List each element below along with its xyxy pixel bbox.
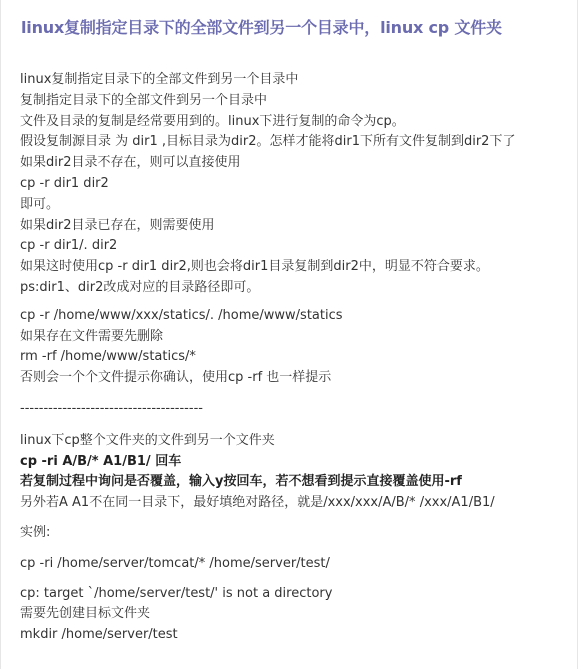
article-body xyxy=(20,70,572,646)
body-line: 文件及目录的复制是经常要用到的。linux下进行复制的命令为cp。 xyxy=(20,113,405,129)
command-line: cp -r /home/www/xxx/statics/. /home/www/statics xyxy=(20,307,343,323)
body-line: 复制指定目录下的全部文件到另一个目录中 xyxy=(20,92,268,108)
body-line: 假设复制源目录 为 dir1 ,目标目录为dir2。怎样才能将dir1下所有文件复制到dir2下了 xyxy=(20,134,516,150)
divider-line: --------------------------------------- xyxy=(20,400,203,416)
body-line: 如果存在文件需要先删除 xyxy=(20,328,164,344)
body-line: linux复制指定目录下的全部文件到另一个目录中 xyxy=(20,72,299,87)
article-title[interactable]: linux复制指定目录下的全部文件到另一个目录中，linux cp 文件夹 xyxy=(21,18,502,37)
body-line: 否则会一个个文件提示你确认，使用cp -rf 也一样提示 xyxy=(20,370,332,386)
command-line: mkdir /home/server/test xyxy=(20,627,178,643)
error-line: cp: target `/home/server/test/' is not a directory xyxy=(20,585,333,601)
command-line: cp -r dir1/. dir2 xyxy=(20,238,118,254)
body-line: 如果dir2目录不存在，则可以直接使用 xyxy=(20,155,241,171)
body-line: ps:dir1、dir2改成对应的目录路径即可。 xyxy=(20,279,260,295)
bold-note-line: 若复制过程中询问是否覆盖，输入y按回车，若不想看到提示直接覆盖使用-rf xyxy=(20,474,462,490)
body-line: 如果dir2目录已存在，则需要使用 xyxy=(20,217,215,233)
body-line: 即可。 xyxy=(20,196,60,212)
body-line: 需要先创建目标文件夹 xyxy=(20,606,151,622)
body-line: 另外若A A1不在同一目录下，最好填绝对路径，就是/xxx/xxx/A/B/* /xxx/A1/B1/ xyxy=(20,495,495,511)
command-line: rm -rf /home/www/statics/* xyxy=(20,349,196,365)
command-line: cp -ri /home/server/tomcat/* /home/server/test/ xyxy=(20,555,330,571)
body-line: linux下cp整个文件夹的文件到另一个文件夹 xyxy=(20,432,275,448)
example-label: 实例: xyxy=(20,524,51,540)
bold-command-line: cp -ri A/B/* A1/B1/ 回车 xyxy=(20,453,182,469)
body-line: 如果这时使用cp -r dir1 dir2,则也会将dir1目录复制到dir2中，明显不符合要求。 xyxy=(20,259,489,275)
command-line: cp -r dir1 dir2 xyxy=(20,175,109,191)
